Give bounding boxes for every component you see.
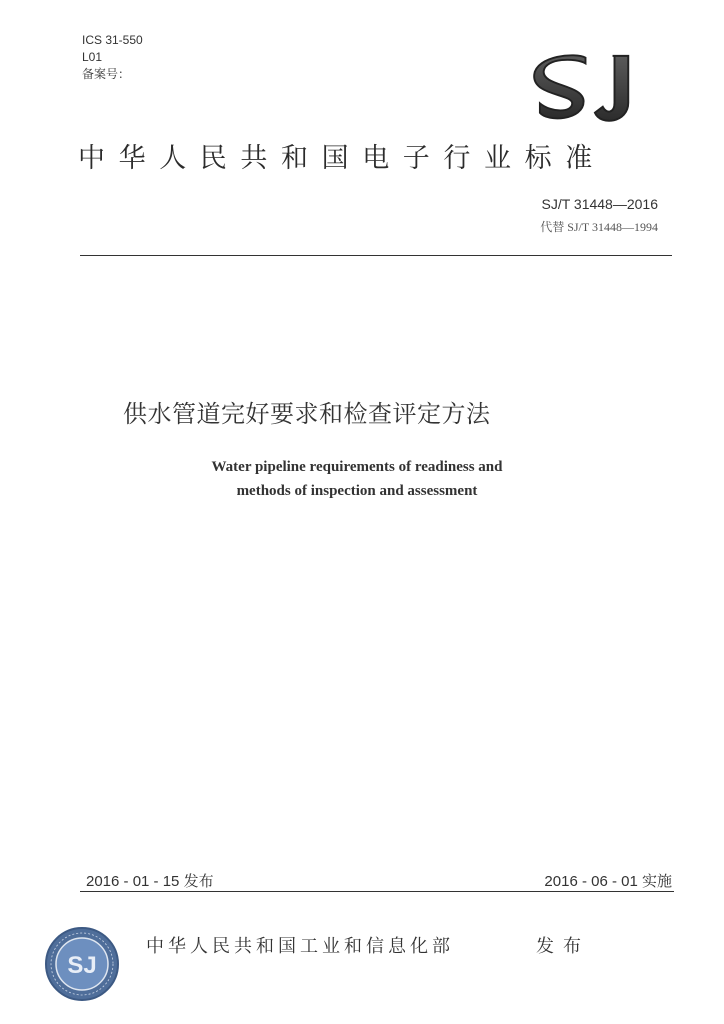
document-title-chinese: 供水管道完好要求和检查评定方法	[123, 400, 491, 428]
ccs-code: L01	[82, 50, 103, 64]
issue-date: 2016 - 01 - 15 发布	[86, 873, 214, 890]
filing-number-label: 备案号：	[82, 67, 131, 81]
sj-logo-icon	[532, 44, 644, 128]
organization-title: 中华人民共和国电子行业标准	[78, 143, 606, 174]
header-divider	[80, 255, 672, 256]
svg-text:SJ: SJ	[67, 952, 97, 979]
footer-divider	[80, 891, 674, 892]
standard-number: SJ/T 31448—2016	[541, 196, 658, 212]
ministry-seal-icon	[44, 926, 120, 1002]
publisher-name: 中华人民共和国工业和信息化部	[146, 936, 454, 957]
document-title-english	[0, 455, 724, 503]
english-title-line-2: methods of inspection and assessment	[236, 483, 478, 499]
publish-label: 发布	[536, 936, 590, 957]
ics-code: ICS 31-550	[82, 33, 143, 47]
english-title-line-1: Water pipeline requirements of readiness and	[211, 459, 503, 475]
implementation-date: 2016 - 06 - 01 实施	[544, 873, 672, 890]
replaced-standard: 代替 SJ/T 31448—1994	[540, 220, 658, 234]
classification-block	[82, 32, 143, 83]
